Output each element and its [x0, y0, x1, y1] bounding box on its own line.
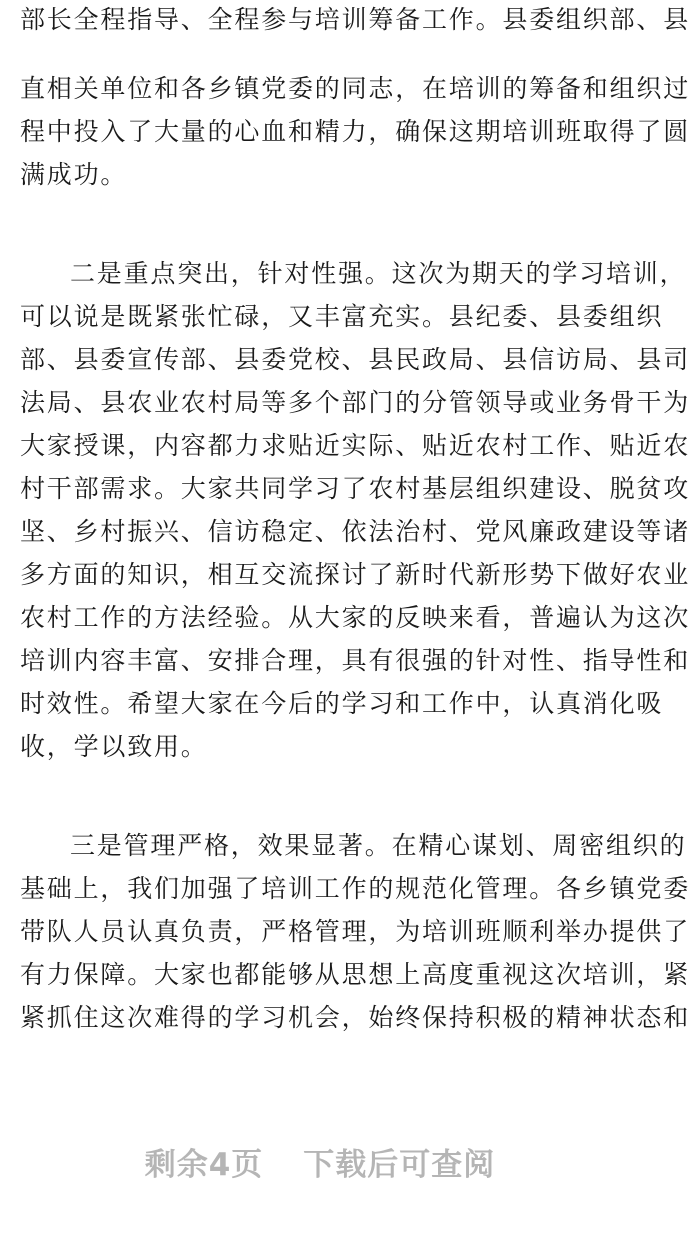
paragraph-1-line-2: 直相关单位和各乡镇党委的同志，在培训的筹备和组织过: [20, 74, 690, 103]
paragraph-1-line-1: 部长全程指导、全程参与培训筹备工作。县委组织部、县: [20, 5, 690, 34]
paragraph-2-line-10: 培训内容丰富、安排合理，具有很强的针对性、指导性和: [20, 646, 690, 675]
paragraph-2-line-11: 时效性。希望大家在今后的学习和工作中，认真消化吸: [20, 689, 664, 718]
paragraph-1-line-4: 满成功。: [20, 160, 128, 189]
paragraph-3-line-1: 三是管理严格，效果显著。在精心谋划、周密组织的: [70, 831, 687, 860]
paragraph-2-line-8: 多方面的知识，相互交流探讨了新时代新形势下做好农业: [20, 560, 690, 589]
paragraph-2-line-3: 部、县委宣传部、县委党校、县民政局、县信访局、县司: [20, 345, 690, 374]
paragraph-2-line-9: 农村工作的方法经验。从大家的反映来看，普遍认为这次: [20, 603, 690, 632]
paragraph-2-line-4: 法局、县农业农村局等多个部门的分管领导或业务骨干为: [20, 388, 690, 417]
paragraph-3-line-5: 紧抓住这次难得的学习机会，始终保持积极的精神状态和: [20, 1003, 690, 1032]
paragraph-3-line-2: 基础上，我们加强了培训工作的规范化管理。各乡镇党委: [20, 874, 690, 903]
paragraph-2-line-5: 大家授课，内容都力求贴近实际、贴近农村工作、贴近农: [20, 431, 690, 460]
paragraph-3-line-3: 带队人员认真负责，严格管理，为培训班顺利举办提供了: [20, 917, 690, 946]
paragraph-2-line-6: 村干部需求。大家共同学习了农村基层组织建设、脱贫攻: [20, 474, 690, 503]
paragraph-2-line-1: 二是重点突出，针对性强。这次为期天的学习培训，: [70, 259, 687, 288]
remaining-pages-notice[interactable]: [0, 1140, 640, 1190]
paragraph-2-line-2: 可以说是既紧张忙碌，又丰富充实。县纪委、县委组织: [20, 302, 664, 331]
paragraph-1-line-3: 程中投入了大量的心血和精力，确保这期培训班取得了圆: [20, 117, 690, 146]
paragraph-2-line-12: 收，学以致用。: [20, 732, 208, 761]
download-to-view-label: 下载后可查阅: [303, 1147, 496, 1183]
paragraph-2-line-7: 坚、乡村振兴、信访稳定、依法治村、党风廉政建设等诸: [20, 517, 690, 546]
remaining-pages-label: 剩余4页: [144, 1147, 264, 1183]
paragraph-3-line-4: 有力保障。大家也都能够从思想上高度重视这次培训，紧: [20, 960, 690, 989]
